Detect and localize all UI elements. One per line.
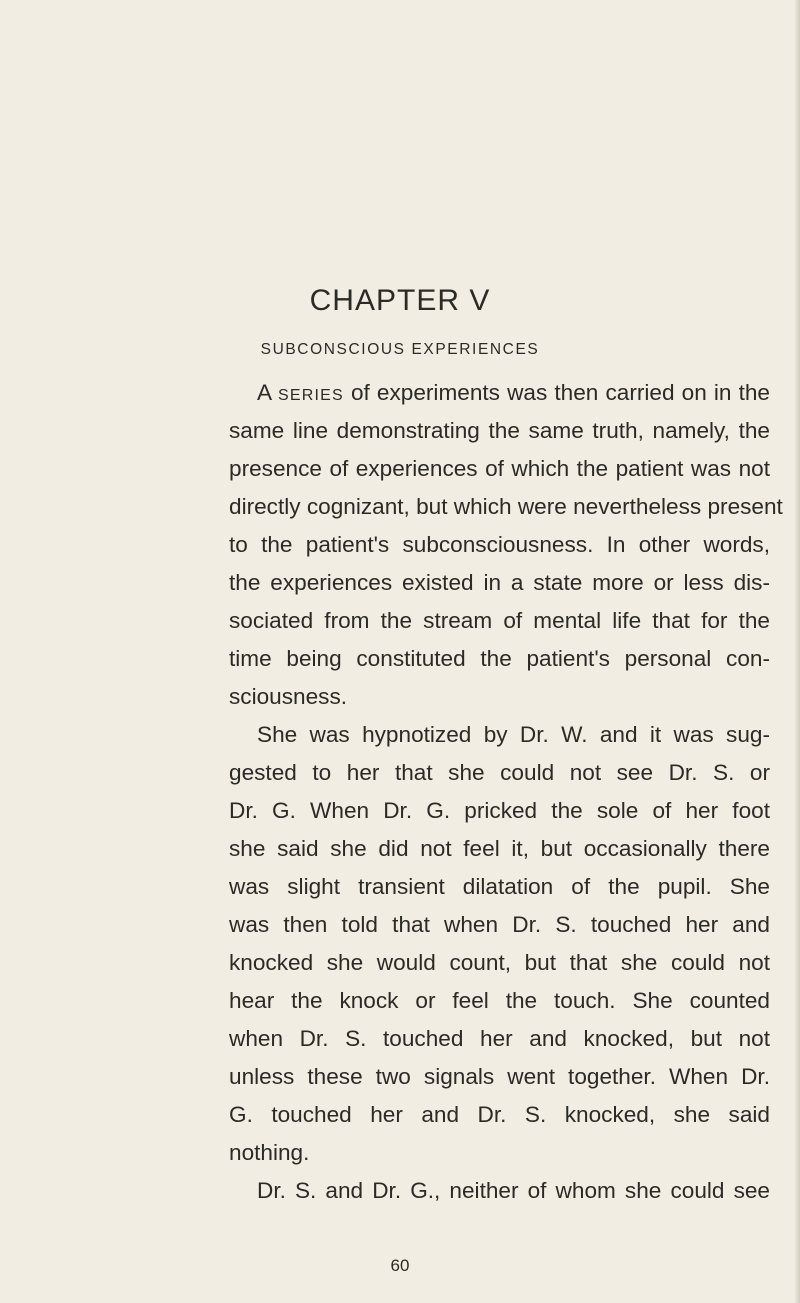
text-line: was slight transient dilatation of the pupil. She bbox=[229, 874, 770, 899]
text-line: gested to her that she could not see Dr. S. or bbox=[229, 760, 770, 785]
text-line: same line demonstrating the same truth, namely, the bbox=[229, 418, 770, 443]
opening-smallcaps: SERIES bbox=[277, 387, 344, 404]
text-line: the experiences existed in a state more or less dis- bbox=[229, 570, 770, 595]
text-line: Dr. G. When Dr. G. pricked the sole of her foot bbox=[229, 798, 770, 823]
page-number: 60 bbox=[390, 1256, 410, 1275]
text-line: hear the knock or feel the touch. She counted bbox=[229, 988, 770, 1013]
text-line: sciousness. bbox=[229, 684, 348, 709]
text-line: G. touched her and Dr. S. knocked, she said bbox=[229, 1102, 770, 1127]
text-line: to the patient's subconsciousness. In other words, bbox=[229, 532, 770, 557]
text-line: knocked she would count, but that she could not bbox=[229, 950, 770, 975]
text-line: time being constituted the patient's personal con- bbox=[229, 646, 770, 671]
text-line: when Dr. S. touched her and knocked, but not bbox=[229, 1026, 770, 1051]
text-line: was then told that when Dr. S. touched her and bbox=[229, 912, 770, 937]
text-line: directly cognizant, but which were nevertheless present bbox=[229, 494, 783, 519]
chapter-title: CHAPTER V bbox=[309, 284, 491, 317]
opening-initial: A bbox=[257, 380, 271, 405]
page-edge-shadow bbox=[794, 0, 800, 1303]
text-line: presence of experiences of which the patient was not bbox=[229, 456, 770, 481]
text-line: sociated from the stream of mental life that for the bbox=[229, 608, 770, 633]
text-line: nothing. bbox=[229, 1140, 310, 1165]
text-line: she said she did not feel it, but occasionally there bbox=[229, 836, 770, 861]
opening-line bbox=[257, 374, 770, 412]
opening-rest: of experiments was then carried on in the bbox=[343, 380, 771, 405]
paragraph-start-line: She was hypnotized by Dr. W. and it was sug- bbox=[257, 722, 770, 747]
text-line: unless these two signals went together. When Dr. bbox=[229, 1064, 770, 1089]
paragraph-start-line: Dr. S. and Dr. G., neither of whom she could see bbox=[257, 1178, 770, 1203]
chapter-subtitle: SUBCONSCIOUS EXPERIENCES bbox=[260, 341, 540, 358]
